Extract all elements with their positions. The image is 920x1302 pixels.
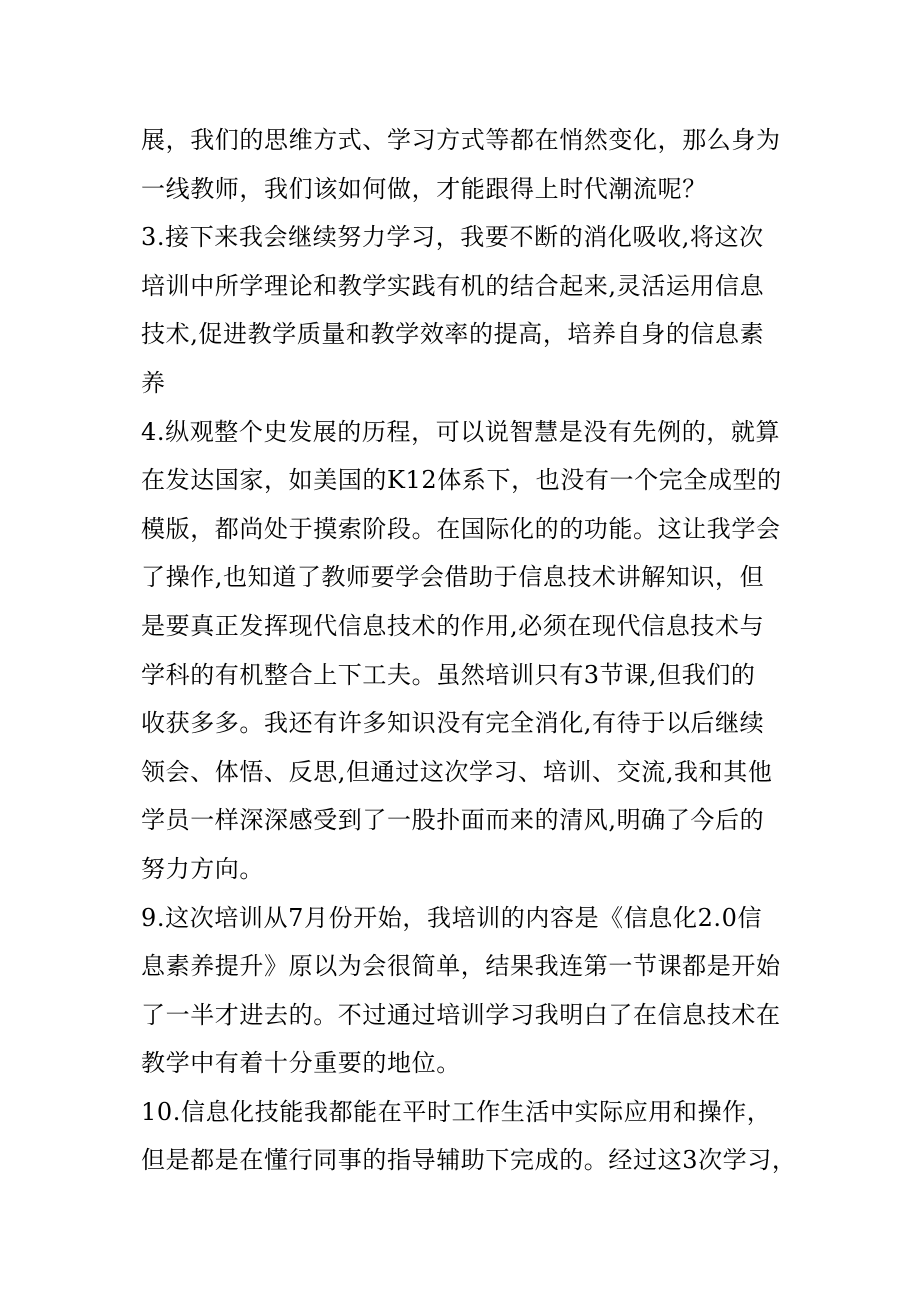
text-line: 一线教师，我们该如何做，才能跟得上时代潮流呢？ bbox=[141, 174, 707, 203]
text-line: 了操作,也知道了教师要学会借助于信息技术讲解知识，但 bbox=[141, 563, 765, 592]
text-line: 9.这次培训从7月份开始，我培训的内容是《信息化2.0信 bbox=[141, 903, 763, 932]
text-line: 技术,促进教学质量和教学效率的提高，培养自身的信息素 bbox=[141, 320, 765, 349]
text-line: 了一半才进去的。不过通过培训学习我明白了在信息技术在 bbox=[141, 1000, 781, 1029]
text-line: 努力方向。 bbox=[141, 854, 264, 883]
text-line: 但是都是在懂行同事的指导辅助下完成的。经过这3次学习， bbox=[141, 1146, 797, 1175]
text-line: 4.纵观整个史发展的历程，可以说智慧是没有先例的，就算 bbox=[141, 417, 781, 446]
text-line: 学员一样深深感受到了一股扑面而来的清风,明确了今后的 bbox=[141, 806, 765, 835]
text-line: 收获多多。我还有许多知识没有完全消化,有待于以后继续 bbox=[141, 709, 765, 738]
text-line: 养 bbox=[141, 368, 166, 397]
document-body bbox=[141, 116, 797, 1185]
text-line: 10.信息化技能我都能在平时工作生活中实际应用和操作， bbox=[141, 1097, 772, 1126]
text-line: 3.接下来我会继续努力学习，我要不断的消化吸收,将这次 bbox=[141, 223, 764, 252]
text-line: 学科的有机整合上下工夫。虽然培训只有3节课,但我们的 bbox=[141, 660, 756, 689]
text-line: 教学中有着十分重要的地位。 bbox=[141, 1049, 461, 1078]
text-line: 培训中所学理论和教学实践有机的结合起来,灵活运用信息 bbox=[141, 271, 765, 300]
text-line: 展，我们的思维方式、学习方式等都在悄然变化，那么身为 bbox=[141, 126, 781, 154]
text-line: 在发达国家，如美国的K12体系下，也没有一个完全成型的 bbox=[141, 466, 782, 495]
text-line: 领会、体悟、反思,但通过这次学习、培训、交流,我和其他 bbox=[141, 757, 773, 786]
text-line: 息素养提升》原以为会很简单，结果我连第一节课都是开始 bbox=[141, 952, 781, 981]
text-line: 模版，都尚处于摸索阶段。在国际化的的功能。这让我学会 bbox=[141, 514, 781, 543]
text-line: 是要真正发挥现代信息技术的作用,必须在现代信息技术与 bbox=[141, 611, 765, 640]
